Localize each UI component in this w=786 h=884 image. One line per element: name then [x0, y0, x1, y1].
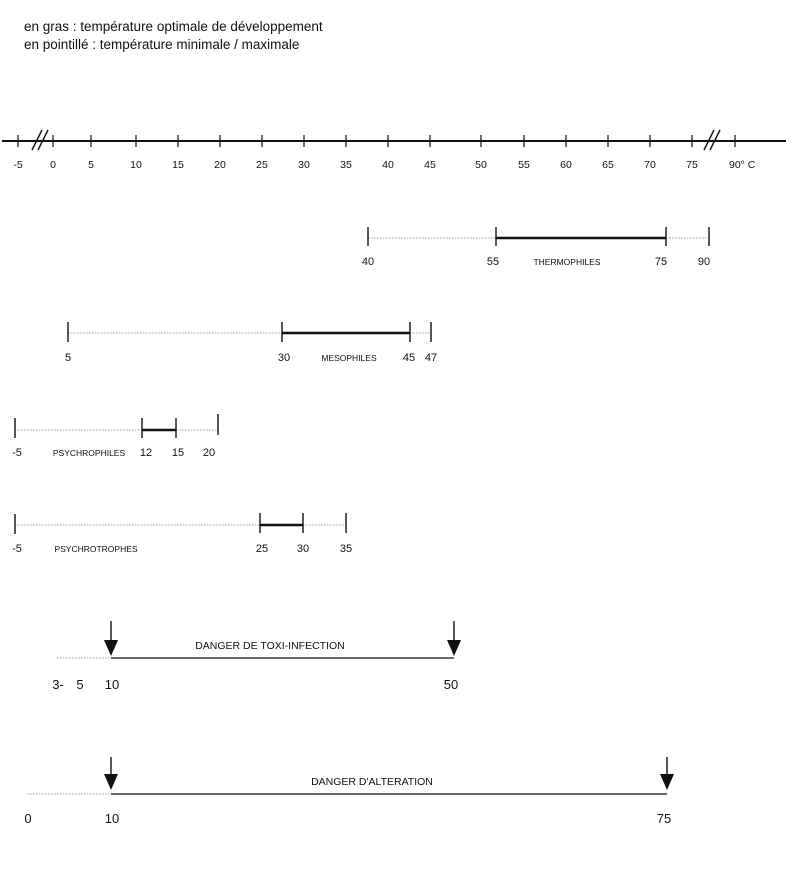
axis-tick-label: 0	[50, 159, 56, 171]
axis-tick-label: 45	[424, 159, 436, 171]
axis-tick-label: 70	[644, 159, 656, 171]
opt-high-label: 75	[654, 256, 668, 268]
axis-tick-label: 35	[340, 159, 352, 171]
axis-tick-label: 5	[88, 159, 94, 171]
opt-high-label: 30	[296, 543, 310, 555]
legend-dotted: en pointillé : température minimale / maximale	[24, 37, 300, 52]
start-label: 10	[104, 811, 120, 826]
arrow-down-icon	[104, 621, 118, 656]
axis-tick-label: 65	[602, 159, 614, 171]
group-name: PSYCHROTROPHES	[54, 544, 138, 554]
max-label: 90	[697, 256, 711, 268]
danger-toxi-infection	[52, 621, 461, 692]
opt-low-label: 55	[486, 256, 500, 268]
min-label: 5	[64, 352, 72, 364]
value-label: 0	[24, 811, 32, 826]
legend-bold: en gras : température optimale de développement	[24, 19, 323, 34]
opt-low-label: 12	[139, 447, 153, 459]
axis-tick-label: 15	[172, 159, 184, 171]
min-label: -5	[12, 543, 22, 555]
group-name: PSYCHROPHILES	[52, 448, 126, 458]
range-mesophiles	[65, 322, 437, 364]
end-label: 75	[656, 811, 672, 826]
axis-tick-label: 90° C	[729, 159, 756, 171]
max-label: 47	[424, 352, 438, 364]
axis-tick-label: 20	[214, 159, 226, 171]
opt-low-label: 25	[255, 543, 269, 555]
axis-tick-label: 55	[518, 159, 530, 171]
axis-tick-label: 60	[560, 159, 572, 171]
axis-tick-label: -5	[13, 159, 23, 171]
value-label: 3-	[52, 677, 64, 692]
danger-alteration	[24, 757, 674, 826]
axis-tick-label: 50	[475, 159, 487, 171]
axis-tick-label: 25	[256, 159, 268, 171]
range-psychrotrophes	[12, 513, 352, 555]
axis-tick-label: 10	[130, 159, 142, 171]
danger-label: DANGER DE TOXI-INFECTION	[195, 640, 345, 652]
end-label: 50	[443, 677, 459, 692]
value-label: 5	[76, 677, 84, 692]
max-label: 35	[339, 543, 353, 555]
opt-high-label: 45	[402, 352, 416, 364]
temperature-axis	[2, 130, 786, 171]
opt-high-label: 15	[171, 447, 185, 459]
max-label: 20	[202, 447, 216, 459]
arrow-down-icon	[660, 757, 674, 790]
opt-low-label: 30	[277, 352, 291, 364]
range-thermophiles	[362, 227, 710, 268]
group-name: THERMOPHILES	[533, 257, 601, 267]
range-psychrophiles	[12, 414, 218, 459]
min-label: -5	[12, 447, 22, 459]
min-label: 40	[361, 256, 375, 268]
arrow-down-icon	[104, 757, 118, 790]
start-label: 10	[104, 677, 120, 692]
axis-tick-label: 75	[686, 159, 698, 171]
axis-tick-label: 30	[298, 159, 310, 171]
group-name: MESOPHILES	[321, 353, 377, 363]
arrow-down-icon	[447, 621, 461, 656]
axis-tick-label: 40	[382, 159, 394, 171]
danger-label: DANGER D'ALTERATION	[311, 776, 433, 788]
